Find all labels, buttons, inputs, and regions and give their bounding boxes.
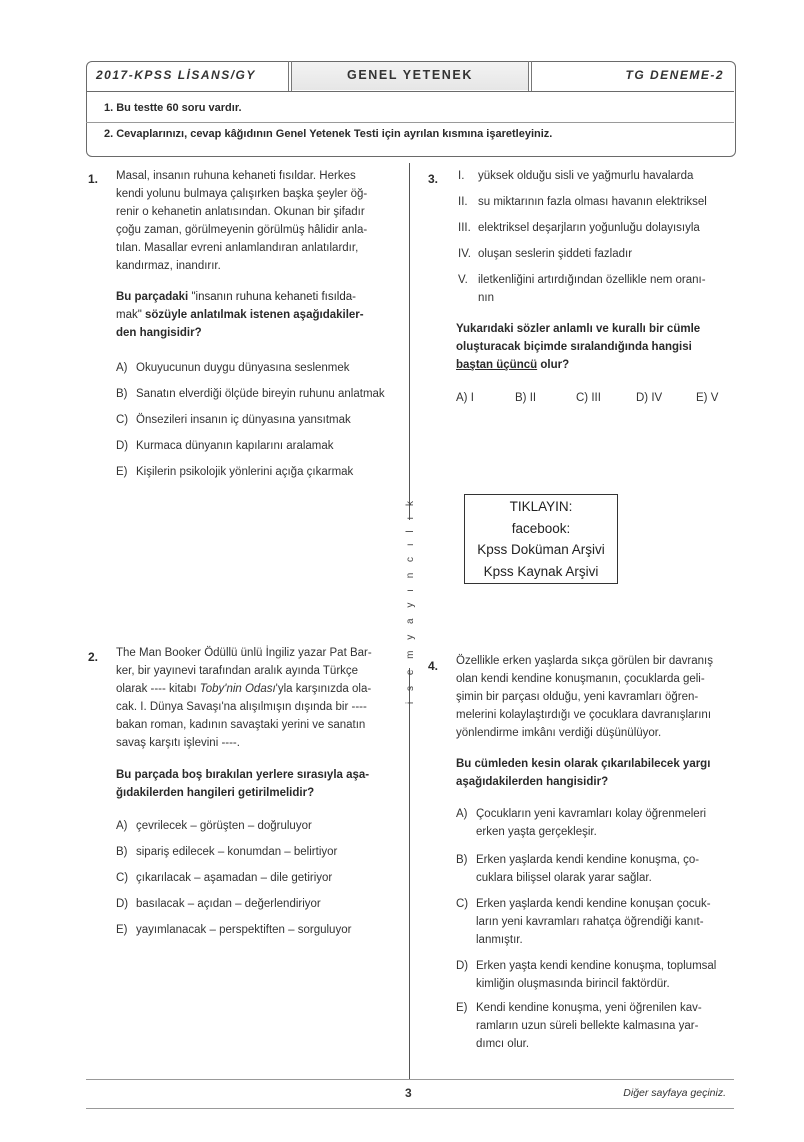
option-text: Kurmaca dünyanın kapılarını aralamak [136, 440, 334, 452]
q2-option-a[interactable] [116, 818, 406, 836]
promo-line: Kpss Doküman Arşivi [477, 542, 605, 557]
book-title: Toby'nin Odası [199, 683, 276, 695]
option-text: Erken yaşlarda kendi kendine konuşma, ço- [476, 854, 700, 866]
option-letter: E) [116, 924, 128, 936]
q2-option-e[interactable] [116, 922, 406, 940]
option-letter: D) [116, 898, 129, 910]
header-divider-left [288, 61, 289, 91]
item-text: elektriksel deşarjların yoğunluğu dolayısıyla [478, 222, 700, 234]
passage-line: çoğu zaman, görülmeyenin görülmüş hâlidir anla- [116, 224, 368, 236]
next-page-note: Diğer sayfaya geçiniz. [623, 1087, 726, 1099]
stem-bold: den hangisidir? [116, 327, 202, 339]
q3-option-e[interactable]: E) V [696, 392, 719, 404]
underlined-phrase: baştan üçüncü [456, 359, 538, 371]
section-title: GENEL YETENEK [292, 62, 528, 90]
option-text: Erken yaşlarda kendi kendine konuşan çocuk- [476, 898, 711, 910]
q4-option-d[interactable] [456, 958, 740, 994]
option-letter: E) [456, 1002, 468, 1014]
passage-line: yönlendirme imkânı verdiği düşünülüyor. [456, 727, 662, 739]
passage-line: kendi yolunu bulmaya çalışırken başka şeyler öğ- [116, 188, 368, 200]
roman-numeral: I. [458, 170, 465, 182]
question-2-stem: Bu parçada boş bırakılan yerlere sırasıyla aşa- [116, 769, 370, 781]
stem-text: olur? [540, 359, 570, 371]
option-letter: C) [116, 872, 129, 884]
exam-title: 2017-KPSS LİSANS/GY [96, 68, 256, 82]
option-text: yayımlanacak – perspektiften – sorguluyor [136, 924, 352, 936]
option-letter: B) [456, 854, 468, 866]
q1-option-c[interactable] [116, 412, 406, 430]
test-edition: TG DENEME-2 [625, 68, 724, 82]
page-number: 3 [405, 1086, 412, 1100]
option-text: kimliğin oluşmasında birincil faktördür. [476, 978, 670, 990]
q1-option-a[interactable] [116, 360, 406, 378]
passage-text: 'yla karşınızda ola- [275, 683, 372, 695]
option-text: çıkarılacak – aşamadan – dile getiriyor [136, 872, 333, 884]
question-3-stem: oluşturacak biçimde sıralandığında hangisi [456, 341, 692, 353]
option-text: ramların uzun süreli bellekte kalmasına yar- [476, 1020, 699, 1032]
instruction-2: 2. Cevaplarınızı, cevap kâğıdının Genel Yetenek Testi için ayrılan kısmına işaretleyiniz. [104, 128, 553, 140]
q2-option-b[interactable] [116, 844, 406, 862]
passage-line: olan kendi kendine konuşmanın, çocuklarda geli- [456, 673, 705, 685]
q1-option-e[interactable] [116, 464, 406, 482]
question-3-stem [456, 356, 569, 374]
option-letter: E) [116, 466, 128, 478]
option-text: Okuyucunun duygu dünyasına seslenmek [136, 362, 350, 374]
footer-top-rule [86, 1079, 734, 1080]
q3-item-5 [458, 272, 740, 308]
q2-option-c[interactable] [116, 870, 406, 888]
passage-line: melerini kolaylaştırdığı ve çocuklara davranışlarını [456, 709, 712, 721]
q4-option-e[interactable] [456, 1000, 740, 1054]
item-text: iletkenliğini artırdığından özellikle nem oranı- [478, 274, 706, 286]
promo-line: Kpss Kaynak Arşivi [483, 563, 599, 579]
option-text: Kişilerin psikolojik yönlerini açığa çıkarmak [136, 466, 354, 478]
promo-box[interactable] [464, 494, 618, 584]
passage-line: kandırmaz, inandırır. [116, 260, 221, 272]
passage-line: cak. I. Dünya Savaşı'na alışılmışın dışında bir ---- [116, 701, 367, 713]
option-letter: A) [116, 820, 128, 832]
q3-item-3 [458, 220, 740, 238]
passage-line: şimin bir parçası olduğu, yeni kavramları öğren- [456, 691, 699, 703]
item-text: oluşan seslerin şiddeti fazladır [478, 248, 633, 260]
promo-line: TIKLAYIN: [509, 499, 573, 514]
question-4-stem: aşağıdakilerden hangisidir? [456, 776, 609, 788]
q3-option-a[interactable]: A) I [456, 392, 474, 404]
option-letter: A) [116, 362, 128, 374]
q4-option-c[interactable] [456, 896, 740, 950]
option-letter: D) [116, 440, 129, 452]
q1-option-b[interactable] [116, 386, 406, 404]
option-text: basılacak – açıdan – değerlendiriyor [136, 898, 321, 910]
option-text: dımcı olur. [476, 1038, 530, 1050]
roman-numeral: V. [458, 274, 468, 286]
option-text: cuklara bilişsel olarak yarar sağlar. [476, 872, 652, 884]
question-1-number: 1. [88, 172, 99, 186]
q2-option-d[interactable] [116, 896, 406, 914]
option-letter: C) [456, 898, 469, 910]
passage-text: olarak ---- kitabı [116, 683, 197, 695]
q3-item-2 [458, 194, 740, 212]
question-3-stem: Yukarıdaki sözler anlamlı ve kurallı bir cümle [456, 323, 701, 335]
passage-line: renir o kehanetin anlatısından. Okunan bir şifadır [116, 206, 365, 218]
option-letter: A) [456, 808, 468, 820]
item-text: yüksek olduğu sisli ve yağmurlu havalarda [478, 170, 694, 182]
question-4-stem: Bu cümleden kesin olarak çıkarılabilecek yargı [456, 758, 711, 770]
option-text: Önsezileri insanın iç dünyasına yansıtmak [136, 414, 351, 426]
header-divider-right [528, 61, 529, 91]
passage-line: Özellikle erken yaşlarda sıkça görülen bir davranış [456, 655, 713, 667]
q3-option-b[interactable]: B) II [515, 392, 537, 404]
item-text: su miktarının fazla olması havanın elektriksel [478, 196, 707, 208]
passage-line: Masal, insanın ruhuna kehaneti fısıldar. Herkes [116, 170, 356, 182]
q1-option-d[interactable] [116, 438, 406, 456]
roman-numeral: II. [458, 196, 468, 208]
q3-item-4 [458, 246, 740, 264]
instruction-divider [86, 122, 734, 123]
passage-line: The Man Booker Ödüllü ünlü İngiliz yazar Pat Bar- [116, 647, 372, 659]
q4-option-a[interactable] [456, 806, 740, 842]
question-2-stem: ğıdakilerden hangileri getirilmelidir? [116, 787, 315, 799]
passage-line: savaş karşıtı işlevini ----. [116, 737, 240, 749]
item-text: nın [478, 292, 494, 304]
roman-numeral: IV. [458, 248, 472, 260]
publisher-name: i s e m y a y ı n c ı l ı k [404, 496, 416, 704]
option-text: Kendi kendine konuşma, yeni öğrenilen kav- [476, 1002, 702, 1014]
option-text: sipariş edilecek – konumdan – belirtiyor [136, 846, 338, 858]
option-letter: D) [456, 960, 469, 972]
passage-line [116, 680, 392, 698]
option-text: lanmıştır. [476, 934, 523, 946]
stem-bold: sözüyle anlatılmak istenen aşağıdakiler- [145, 309, 364, 321]
option-letter: C) [116, 414, 129, 426]
question-3-number: 3. [428, 172, 439, 186]
question-4-number: 4. [428, 659, 439, 673]
publisher-vertical-text [395, 496, 425, 704]
option-text: Sanatın elverdiği ölçüde bireyin ruhunu anlatmak [136, 388, 385, 400]
roman-numeral: III. [458, 222, 471, 234]
q3-option-d[interactable]: D) IV [636, 392, 663, 404]
question-2-number: 2. [88, 650, 99, 664]
option-text: Erken yaşta kendi kendine konuşma, toplumsal [476, 960, 717, 972]
option-text: Çocukların yeni kavramları kolay öğrenmeleri [476, 808, 707, 820]
promo-line: facebook: [511, 520, 571, 536]
q3-option-c[interactable]: C) III [576, 392, 601, 404]
instruction-1: 1. Bu testte 60 soru vardır. [104, 102, 242, 114]
stem-quote: "insanın ruhuna kehaneti fısılda- [191, 291, 356, 303]
header-divider-right-2 [531, 61, 532, 91]
q4-option-b[interactable] [456, 852, 740, 888]
option-text: erken yaşta gerçekleşir. [476, 826, 597, 838]
passage-line: tılan. Masallar evreni anlamlandıran anlatılardır, [116, 242, 359, 254]
passage-line: ker, bir yayınevi tarafından aralık ayında Türkçe [116, 665, 359, 677]
footer-bottom-rule [86, 1108, 734, 1109]
header-divider-left-2 [291, 61, 292, 91]
option-letter: B) [116, 846, 128, 858]
q3-item-1 [458, 168, 740, 186]
passage-line: bakan roman, kadının savaştaki yerini ve sanatın [116, 719, 366, 731]
option-text: çevrilecek – görüşten – doğruluyor [136, 820, 312, 832]
stem-bold: Bu parçadaki [116, 291, 189, 303]
option-text: ların yeni kavramları rahatça öğrendiği kanıt- [476, 916, 704, 928]
stem-quote-end: mak" [116, 309, 142, 321]
option-letter: B) [116, 388, 128, 400]
